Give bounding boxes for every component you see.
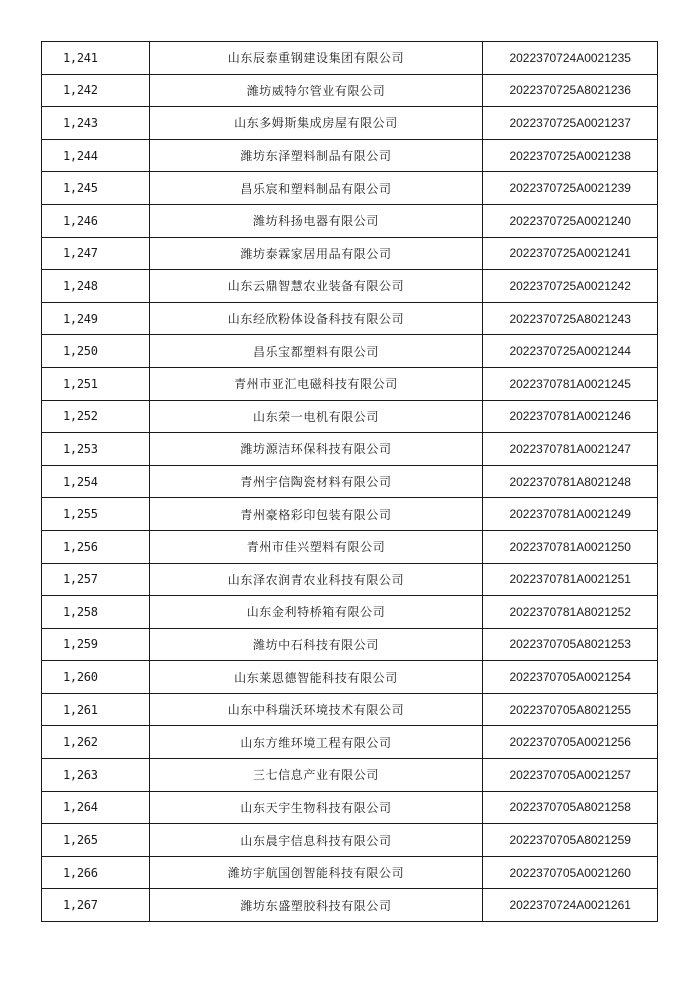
row-number-cell: 1,267 bbox=[42, 889, 150, 922]
company-name-cell: 青州宇信陶瓷材料有限公司 bbox=[149, 465, 483, 498]
row-number-cell: 1,246 bbox=[42, 204, 150, 237]
table-row bbox=[42, 563, 658, 596]
row-number-cell: 1,251 bbox=[42, 367, 150, 400]
registration-code-cell: 2022370725A0021237 bbox=[483, 107, 658, 140]
table-row bbox=[42, 237, 658, 270]
row-number-cell: 1,264 bbox=[42, 791, 150, 824]
row-number-cell: 1,257 bbox=[42, 563, 150, 596]
company-name-cell: 山东经欣粉体设备科技有限公司 bbox=[149, 302, 483, 335]
row-number-cell: 1,256 bbox=[42, 530, 150, 563]
company-name-cell: 山东荣一电机有限公司 bbox=[149, 400, 483, 433]
registration-code-cell: 2022370725A0021244 bbox=[483, 335, 658, 368]
table-row bbox=[42, 367, 658, 400]
table-row bbox=[42, 693, 658, 726]
company-name-cell: 潍坊宇航国创智能科技有限公司 bbox=[149, 856, 483, 889]
company-name-cell: 昌乐宝都塑料有限公司 bbox=[149, 335, 483, 368]
table-row bbox=[42, 596, 658, 629]
row-number-cell: 1,261 bbox=[42, 693, 150, 726]
row-number-cell: 1,248 bbox=[42, 270, 150, 303]
company-name-cell: 潍坊东盛塑胶科技有限公司 bbox=[149, 889, 483, 922]
company-name-cell: 山东金利特桥箱有限公司 bbox=[149, 596, 483, 629]
row-number-cell: 1,254 bbox=[42, 465, 150, 498]
table-row bbox=[42, 791, 658, 824]
table-row bbox=[42, 433, 658, 466]
registration-code-cell: 2022370705A8021253 bbox=[483, 628, 658, 661]
registration-code-cell: 2022370705A0021257 bbox=[483, 759, 658, 792]
table-row bbox=[42, 498, 658, 531]
table-row bbox=[42, 107, 658, 140]
row-number-cell: 1,263 bbox=[42, 759, 150, 792]
registration-code-cell: 2022370725A8021243 bbox=[483, 302, 658, 335]
registration-code-cell: 2022370705A0021260 bbox=[483, 856, 658, 889]
company-name-cell: 青州市亚汇电磁科技有限公司 bbox=[149, 367, 483, 400]
registration-code-cell: 2022370705A8021259 bbox=[483, 824, 658, 857]
row-number-cell: 1,244 bbox=[42, 139, 150, 172]
company-name-cell: 山东中科瑞沃环境技术有限公司 bbox=[149, 693, 483, 726]
table-row bbox=[42, 759, 658, 792]
table-row bbox=[42, 42, 658, 75]
row-number-cell: 1,260 bbox=[42, 661, 150, 694]
row-number-cell: 1,245 bbox=[42, 172, 150, 205]
company-registry-table bbox=[41, 41, 658, 922]
table-row bbox=[42, 302, 658, 335]
registration-code-cell: 2022370725A8021236 bbox=[483, 74, 658, 107]
row-number-cell: 1,262 bbox=[42, 726, 150, 759]
registration-code-cell: 2022370724A0021235 bbox=[483, 42, 658, 75]
row-number-cell: 1,253 bbox=[42, 433, 150, 466]
row-number-cell: 1,265 bbox=[42, 824, 150, 857]
company-name-cell: 潍坊科扬电器有限公司 bbox=[149, 204, 483, 237]
table-row bbox=[42, 139, 658, 172]
registration-code-cell: 2022370725A0021239 bbox=[483, 172, 658, 205]
registration-code-cell: 2022370725A0021241 bbox=[483, 237, 658, 270]
registration-code-cell: 2022370725A0021242 bbox=[483, 270, 658, 303]
registration-code-cell: 2022370724A0021261 bbox=[483, 889, 658, 922]
company-name-cell: 三七信息产业有限公司 bbox=[149, 759, 483, 792]
table-row bbox=[42, 465, 658, 498]
registration-code-cell: 2022370781A0021249 bbox=[483, 498, 658, 531]
row-number-cell: 1,250 bbox=[42, 335, 150, 368]
table-row bbox=[42, 335, 658, 368]
table-row bbox=[42, 661, 658, 694]
company-name-cell: 山东多姆斯集成房屋有限公司 bbox=[149, 107, 483, 140]
row-number-cell: 1,243 bbox=[42, 107, 150, 140]
company-name-cell: 山东云鼎智慧农业装备有限公司 bbox=[149, 270, 483, 303]
table-row bbox=[42, 824, 658, 857]
table-row bbox=[42, 204, 658, 237]
registration-code-cell: 2022370705A8021255 bbox=[483, 693, 658, 726]
registration-code-cell: 2022370781A0021250 bbox=[483, 530, 658, 563]
company-name-cell: 山东泽农润青农业科技有限公司 bbox=[149, 563, 483, 596]
registration-code-cell: 2022370781A8021248 bbox=[483, 465, 658, 498]
row-number-cell: 1,258 bbox=[42, 596, 150, 629]
table-row bbox=[42, 726, 658, 759]
company-name-cell: 山东天宇生物科技有限公司 bbox=[149, 791, 483, 824]
row-number-cell: 1,252 bbox=[42, 400, 150, 433]
table-row bbox=[42, 400, 658, 433]
table-row bbox=[42, 270, 658, 303]
registration-code-cell: 2022370725A0021240 bbox=[483, 204, 658, 237]
company-name-cell: 潍坊东泽塑料制品有限公司 bbox=[149, 139, 483, 172]
table-row bbox=[42, 172, 658, 205]
table-row bbox=[42, 74, 658, 107]
company-name-cell: 山东方维环境工程有限公司 bbox=[149, 726, 483, 759]
registration-code-cell: 2022370781A0021246 bbox=[483, 400, 658, 433]
registration-code-cell: 2022370725A0021238 bbox=[483, 139, 658, 172]
company-name-cell: 潍坊中石科技有限公司 bbox=[149, 628, 483, 661]
row-number-cell: 1,249 bbox=[42, 302, 150, 335]
registration-code-cell: 2022370705A0021254 bbox=[483, 661, 658, 694]
registration-code-cell: 2022370781A0021251 bbox=[483, 563, 658, 596]
row-number-cell: 1,241 bbox=[42, 42, 150, 75]
table-row bbox=[42, 530, 658, 563]
company-name-cell: 青州市佳兴塑料有限公司 bbox=[149, 530, 483, 563]
row-number-cell: 1,259 bbox=[42, 628, 150, 661]
table-row bbox=[42, 856, 658, 889]
company-name-cell: 山东辰泰重钢建设集团有限公司 bbox=[149, 42, 483, 75]
company-name-cell: 潍坊源洁环保科技有限公司 bbox=[149, 433, 483, 466]
registration-code-cell: 2022370781A8021252 bbox=[483, 596, 658, 629]
table-row bbox=[42, 889, 658, 922]
row-number-cell: 1,266 bbox=[42, 856, 150, 889]
registration-code-cell: 2022370705A0021256 bbox=[483, 726, 658, 759]
company-name-cell: 山东莱恩德智能科技有限公司 bbox=[149, 661, 483, 694]
registration-code-cell: 2022370705A8021258 bbox=[483, 791, 658, 824]
company-name-cell: 青州豪格彩印包装有限公司 bbox=[149, 498, 483, 531]
row-number-cell: 1,255 bbox=[42, 498, 150, 531]
registration-code-cell: 2022370781A0021247 bbox=[483, 433, 658, 466]
table-row bbox=[42, 628, 658, 661]
company-name-cell: 潍坊泰霖家居用品有限公司 bbox=[149, 237, 483, 270]
company-name-cell: 昌乐宸和塑料制品有限公司 bbox=[149, 172, 483, 205]
row-number-cell: 1,242 bbox=[42, 74, 150, 107]
company-name-cell: 山东晨宇信息科技有限公司 bbox=[149, 824, 483, 857]
row-number-cell: 1,247 bbox=[42, 237, 150, 270]
registration-code-cell: 2022370781A0021245 bbox=[483, 367, 658, 400]
table-body bbox=[42, 42, 658, 922]
company-name-cell: 潍坊威特尔管业有限公司 bbox=[149, 74, 483, 107]
